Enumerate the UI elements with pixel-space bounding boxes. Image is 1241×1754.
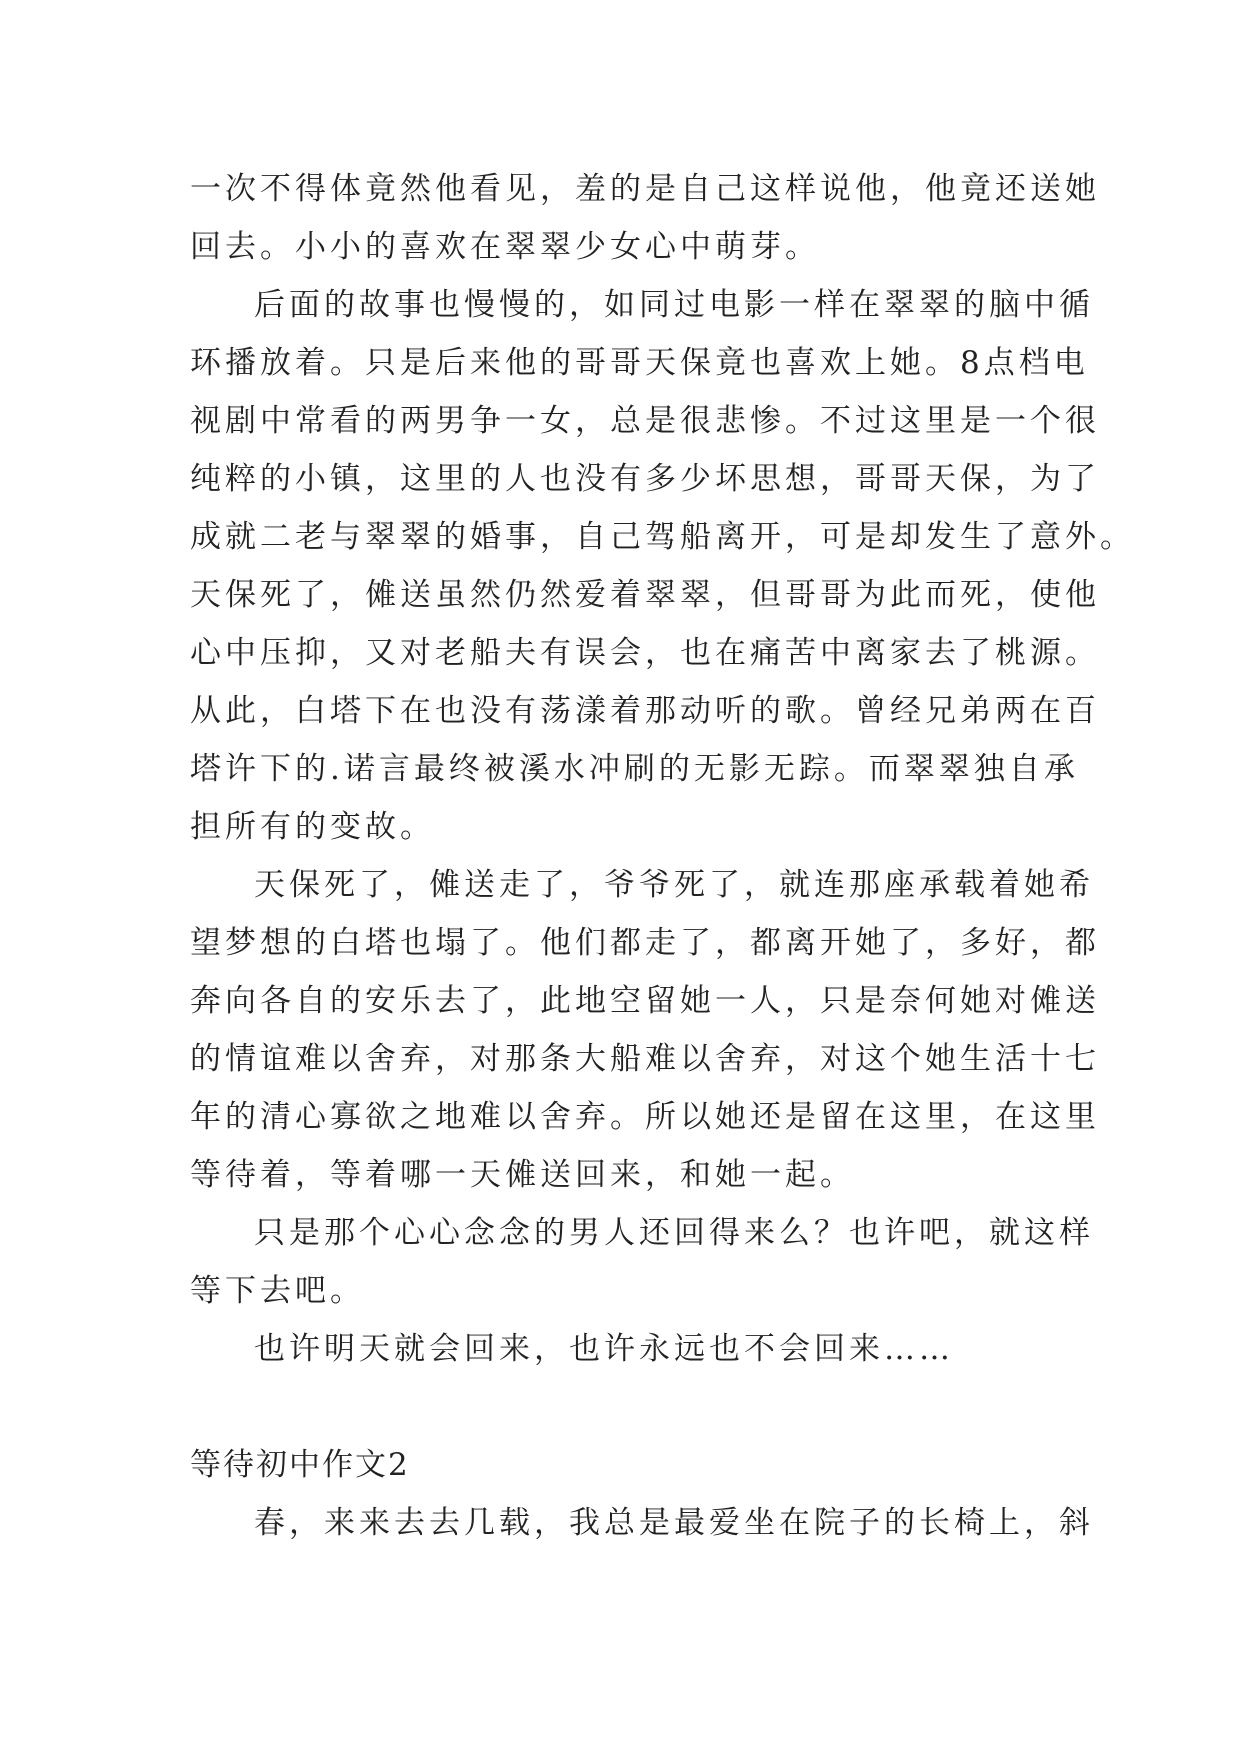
paragraph [190,160,1100,276]
text-line: 后面的故事也慢慢的，如同过电影一样在翠翠的脑中循 [254,287,1094,323]
text-line: 春，来来去去几载，我总是最爱坐在院子的长椅上，斜 [254,1505,1094,1541]
text-line: 只是那个心心念念的男人还回得来么？也许吧，就这样 [254,1215,1094,1251]
text-line: 天保死了，傩送虽然仍然爱着翠翠，但哥哥为此而死，使他 [190,577,1100,613]
text-line: 塔许下的.诺言最终被溪水冲刷的无影无踪。而翠翠独自承 [190,751,1079,787]
section-title: 等待初中作文2 [190,1447,410,1483]
text-line: 天保死了，傩送走了，爷爷死了，就连那座承载着她希 [254,867,1094,903]
text-line: 回去。小小的喜欢在翠翠少女心中萌芽。 [190,229,820,265]
text-line: 环播放着。只是后来他的哥哥天保竟也喜欢上她。8点档电 [190,345,1089,381]
text-line: 成就二老与翠翠的婚事，自己驾船离开，可是却发生了意外。 [190,519,1135,555]
text-line: 从此，白塔下在也没有荡漾着那动听的歌。曾经兄弟两在百 [190,693,1100,729]
text-line: 视剧中常看的两男争一女，总是很悲惨。不过这里是一个很 [190,403,1100,439]
text-line: 奔向各自的安乐去了，此地空留她一人，只是奈何她对傩送 [190,983,1100,1019]
text-line: 等下去吧。 [190,1273,365,1309]
text-line: 一次不得体竟然他看见，羞的是自己这样说他，他竟还送她 [190,171,1100,207]
text-line: 心中压抑，又对老船夫有误会，也在痛苦中离家去了桃源。 [190,635,1100,671]
text-line: 纯粹的小镇，这里的人也没有多少坏思想，哥哥天保，为了 [190,461,1100,497]
paragraph [190,1494,1094,1552]
text-line: 年的清心寡欲之地难以舍弃。所以她还是留在这里，在这里 [190,1099,1100,1135]
paragraph [190,856,1100,1204]
paragraph [190,276,1135,856]
text-line: 的情谊难以舍弃，对那条大船难以舍弃，对这个她生活十七 [190,1041,1100,1077]
document-body [190,160,1135,1552]
text-line: 担所有的变故。 [190,809,435,845]
text-line: 也许明天就会回来，也许永远也不会回来…… [254,1331,954,1367]
text-line: 望梦想的白塔也塌了。他们都走了，都离开她了，多好，都 [190,925,1100,961]
section-spacer [190,1378,1050,1436]
paragraph [190,1204,1094,1320]
text-line: 等待着，等着哪一天傩送回来，和她一起。 [190,1157,855,1193]
paragraph [190,1320,1050,1378]
